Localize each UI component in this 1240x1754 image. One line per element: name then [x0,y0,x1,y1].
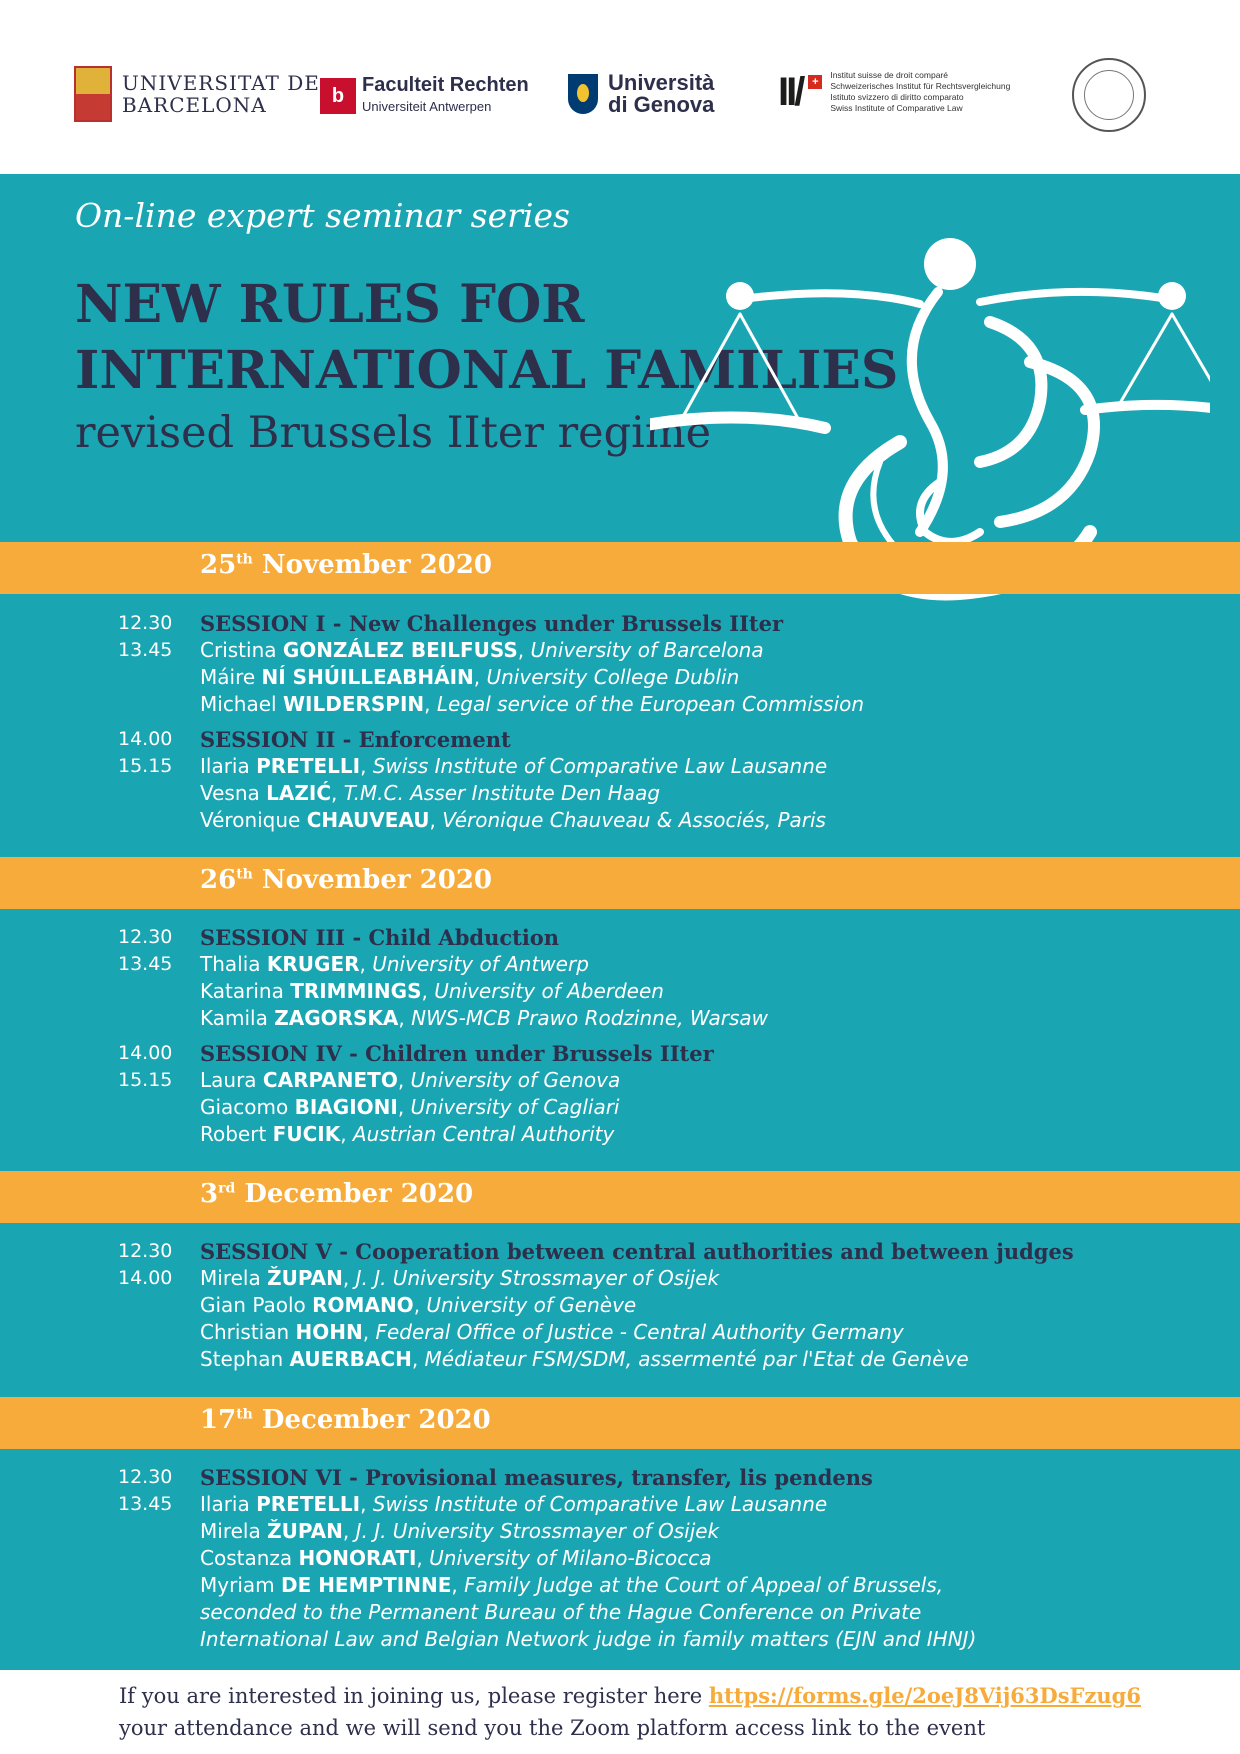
start-time: 14.00 [118,728,173,750]
date-label: 3rd December 2020 [200,1179,474,1209]
university-seal-icon [1072,58,1146,132]
isdc-line-2: Schweizerisches Institut für Rechtsvergleichung [830,81,1011,91]
start-time: 12.30 [118,926,173,948]
isdc-line-3: Istituto svizzero di diritto comparato [830,92,964,102]
speaker-continuation: International Law and Belgian Network judge in family matters (EJN and IHNJ) [200,1627,977,1651]
page-subtitle: revised Brussels IIter regime [75,408,712,458]
date-label: 26th November 2020 [200,865,493,895]
speaker: Kamila ZAGORSKA, NWS-MCB Prawo Rodzinne, Warsaw [200,1006,769,1030]
ua-line-2: Universiteit Antwerpen [362,99,492,114]
session-times [118,1464,172,1518]
speaker: Michael WILDERSPIN, Legal service of the European Commission [200,692,865,716]
speaker: Myriam DE HEMPTINNE, Family Judge at the Court of Appeal of Brussels, [200,1573,944,1597]
session-times [118,610,172,664]
speaker: Ilaria PRETELLI, Swiss Institute of Comparative Law Lausanne [200,1492,828,1516]
ua-line-1: Faculteit Rechten [362,74,529,96]
session-title: SESSION II - Enforcement [200,727,511,752]
end-time: 15.15 [118,1069,173,1091]
speaker: Mirela ŽUPAN, J. J. University Strossmayer of Osijek [200,1519,720,1543]
logo-strip [0,0,1240,174]
swiss-institute-logo [778,70,1010,114]
session-title: SESSION III - Child Abduction [200,925,560,950]
ub-line-1: UNIVERSITAT DE [122,71,320,95]
session-title: SESSION VI - Provisional measures, transfer, lis pendens [200,1465,873,1490]
registration-link[interactable]: https://forms.gle/2oeJ8Vij63DsFzug6 [708,1683,1141,1708]
session-title: SESSION I - New Challenges under Brussels IIter [200,611,784,636]
date-label: 25th November 2020 [200,550,493,580]
session-times [118,924,172,978]
speaker: Máire NÍ SHÚILLEABHÁIN, University College Dublin [200,665,740,689]
end-time: 14.00 [118,1267,173,1289]
speaker: Costanza HONORATI, University of Milano-Bicocca [200,1546,712,1570]
start-time: 12.30 [118,612,173,634]
start-time: 14.00 [118,1042,173,1064]
speaker: Stephan AUERBACH, Médiateur FSM/SDM, assermenté par l'Etat de Genève [200,1347,969,1371]
swiss-flag-icon: + [808,75,822,89]
date-label: 17th December 2020 [200,1405,491,1435]
title-line-2: INTERNATIONAL FAMILIES [75,340,899,401]
session-block [200,924,768,1032]
universita-genova-logo [568,72,714,116]
barcelona-crest-icon [74,66,112,122]
start-time: 12.30 [118,1466,173,1488]
end-time: 13.45 [118,953,173,975]
speaker: Robert FUCIK, Austrian Central Authority [200,1122,615,1146]
date-band [0,857,1240,909]
session-block [200,610,864,718]
speaker: Véronique CHAUVEAU, Véronique Chauveau & Associés, Paris [200,808,826,832]
universitat-barcelona-logo [74,66,320,122]
ub-line-2: BARCELONA [122,93,267,117]
speaker: Cristina GONZÁLEZ BEILFUSS, University of Barcelona [200,638,764,662]
start-time: 12.30 [118,1240,173,1262]
genova-shield-icon [568,74,598,114]
end-time: 15.15 [118,755,173,777]
session-block [200,1238,1074,1373]
session-title: SESSION V - Cooperation between central authorities and between judges [200,1239,1074,1264]
end-time: 13.45 [118,639,173,661]
session-title: SESSION IV - Children under Brussels IIter [200,1041,714,1066]
footer-line-1: If you are interested in joining us, please register here [119,1684,703,1708]
isdc-mark-icon: II/ [778,70,803,114]
speaker: Mirela ŽUPAN, J. J. University Strossmayer of Osijek [200,1266,720,1290]
session-block [200,1040,714,1148]
series-kicker: On-line expert seminar series [75,196,570,235]
registration-note [119,1680,1141,1744]
session-block [200,726,827,834]
speaker: Katarina TRIMMINGS, University of Aberdeen [200,979,664,1003]
footer-line-2: your attendance and we will send you the Zoom platform access link to the event [119,1716,986,1740]
antwerpen-mark-icon: b [320,78,356,114]
speaker-continuation: seconded to the Permanent Bureau of the Hague Conference on Private [200,1600,922,1624]
end-time: 13.45 [118,1493,173,1515]
date-band [0,1171,1240,1223]
session-times [118,1238,172,1292]
title-line-1: NEW RULES FOR [75,274,585,335]
speaker: Vesna LAZIĆ, T.M.C. Asser Institute Den Haag [200,781,661,805]
isdc-line-1: Institut suisse de droit comparé [830,70,948,80]
ug-line-2: di Genova [608,92,715,117]
date-band [0,1397,1240,1449]
speaker: Gian Paolo ROMANO, University of Genève [200,1293,637,1317]
speaker: Christian HOHN, Federal Office of Justice - Central Authority Germany [200,1320,904,1344]
session-block [200,1464,976,1653]
ug-line-1: Università [608,70,715,95]
date-band [0,542,1240,594]
speaker: Thalia KRUGER, University of Antwerp [200,952,589,976]
speaker: Ilaria PRETELLI, Swiss Institute of Comparative Law Lausanne [200,754,828,778]
faculteit-rechten-logo [320,74,529,118]
session-times [118,726,172,780]
speaker: Giacomo BIAGIONI, University of Cagliari [200,1095,620,1119]
isdc-line-4: Swiss Institute of Comparative Law [830,103,963,113]
session-times [118,1040,172,1094]
speaker: Laura CARPANETO, University of Genova [200,1068,621,1092]
